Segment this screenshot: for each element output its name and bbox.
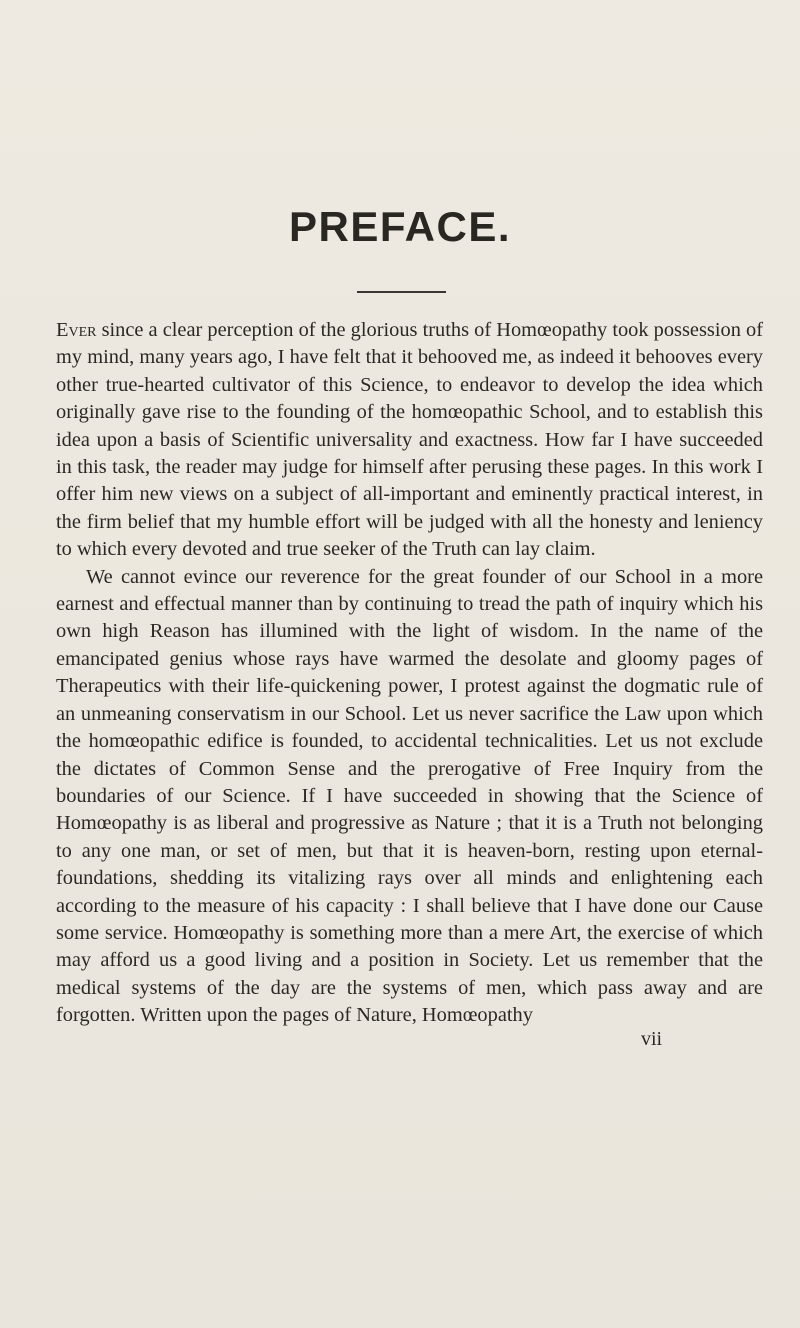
preface-body <box>56 317 763 1030</box>
paragraph-1-text: since a clear perception of the glorious truths of Homœopathy took possession of my mind, many years ago, I have felt that it behooved me, as indeed it behooves every other true-hearted cultivator of this Science, to endeavor to develop the idea which originally gave rise to the founding of the homœopathic School, and to establish this idea upon a basis of Scientific universality and exactness. How far I have succeeded in this task, the reader may judge for himself after perusing these pages. In this work I offer him new views on a subject of all-important and eminently practical interest, in the firm belief that my humble effort will be judged with all the honesty and leniency to which every devoted and true seeker of the Truth can lay claim. <box>56 319 763 561</box>
paragraph-1-lead: Ever <box>56 319 97 341</box>
title-divider <box>357 291 446 293</box>
paragraph-1 <box>56 317 763 564</box>
page-title: PREFACE. <box>288 203 512 250</box>
page-number: vii <box>641 1028 663 1050</box>
paragraph-2: We cannot evince our reverence for the great founder of our School in a more earnest and effectual manner than by continuing to tread the path of inquiry which his own high Reason has illumined with the light of wisdom. In the name of the emancipated genius whose rays have warmed the desolate and gloomy pages of Therapeutics with their life-quickening power, I protest against the dogmatic rule of an unmeaning conservatism in our School. Let us never sacrifice the Law upon which the homœopathic edifice is founded, to accidental technicalities. Let us not exclude the dictates of Common Sense and the prerogative of Free Inquiry from the boundaries of our Science. If I have succeeded in showing that the Science of Homœopathy is as liberal and progressive as Nature ; that it is a Truth not belonging to any one man, or set of men, but that it is heaven-born, resting upon eternal-foundations, shedding its vitalizing rays over all minds and enlightening each according to the measure of his capacity : I shall believe that I have done our Cause some service. Homœopathy is something more than a mere Art, the exercise of which may afford us a good living and a position in Society. Let us remember that the medical systems of the day are the systems of men, which pass away and are forgotten. Written upon the pages of Nature, Homœopathy <box>56 565 763 1027</box>
